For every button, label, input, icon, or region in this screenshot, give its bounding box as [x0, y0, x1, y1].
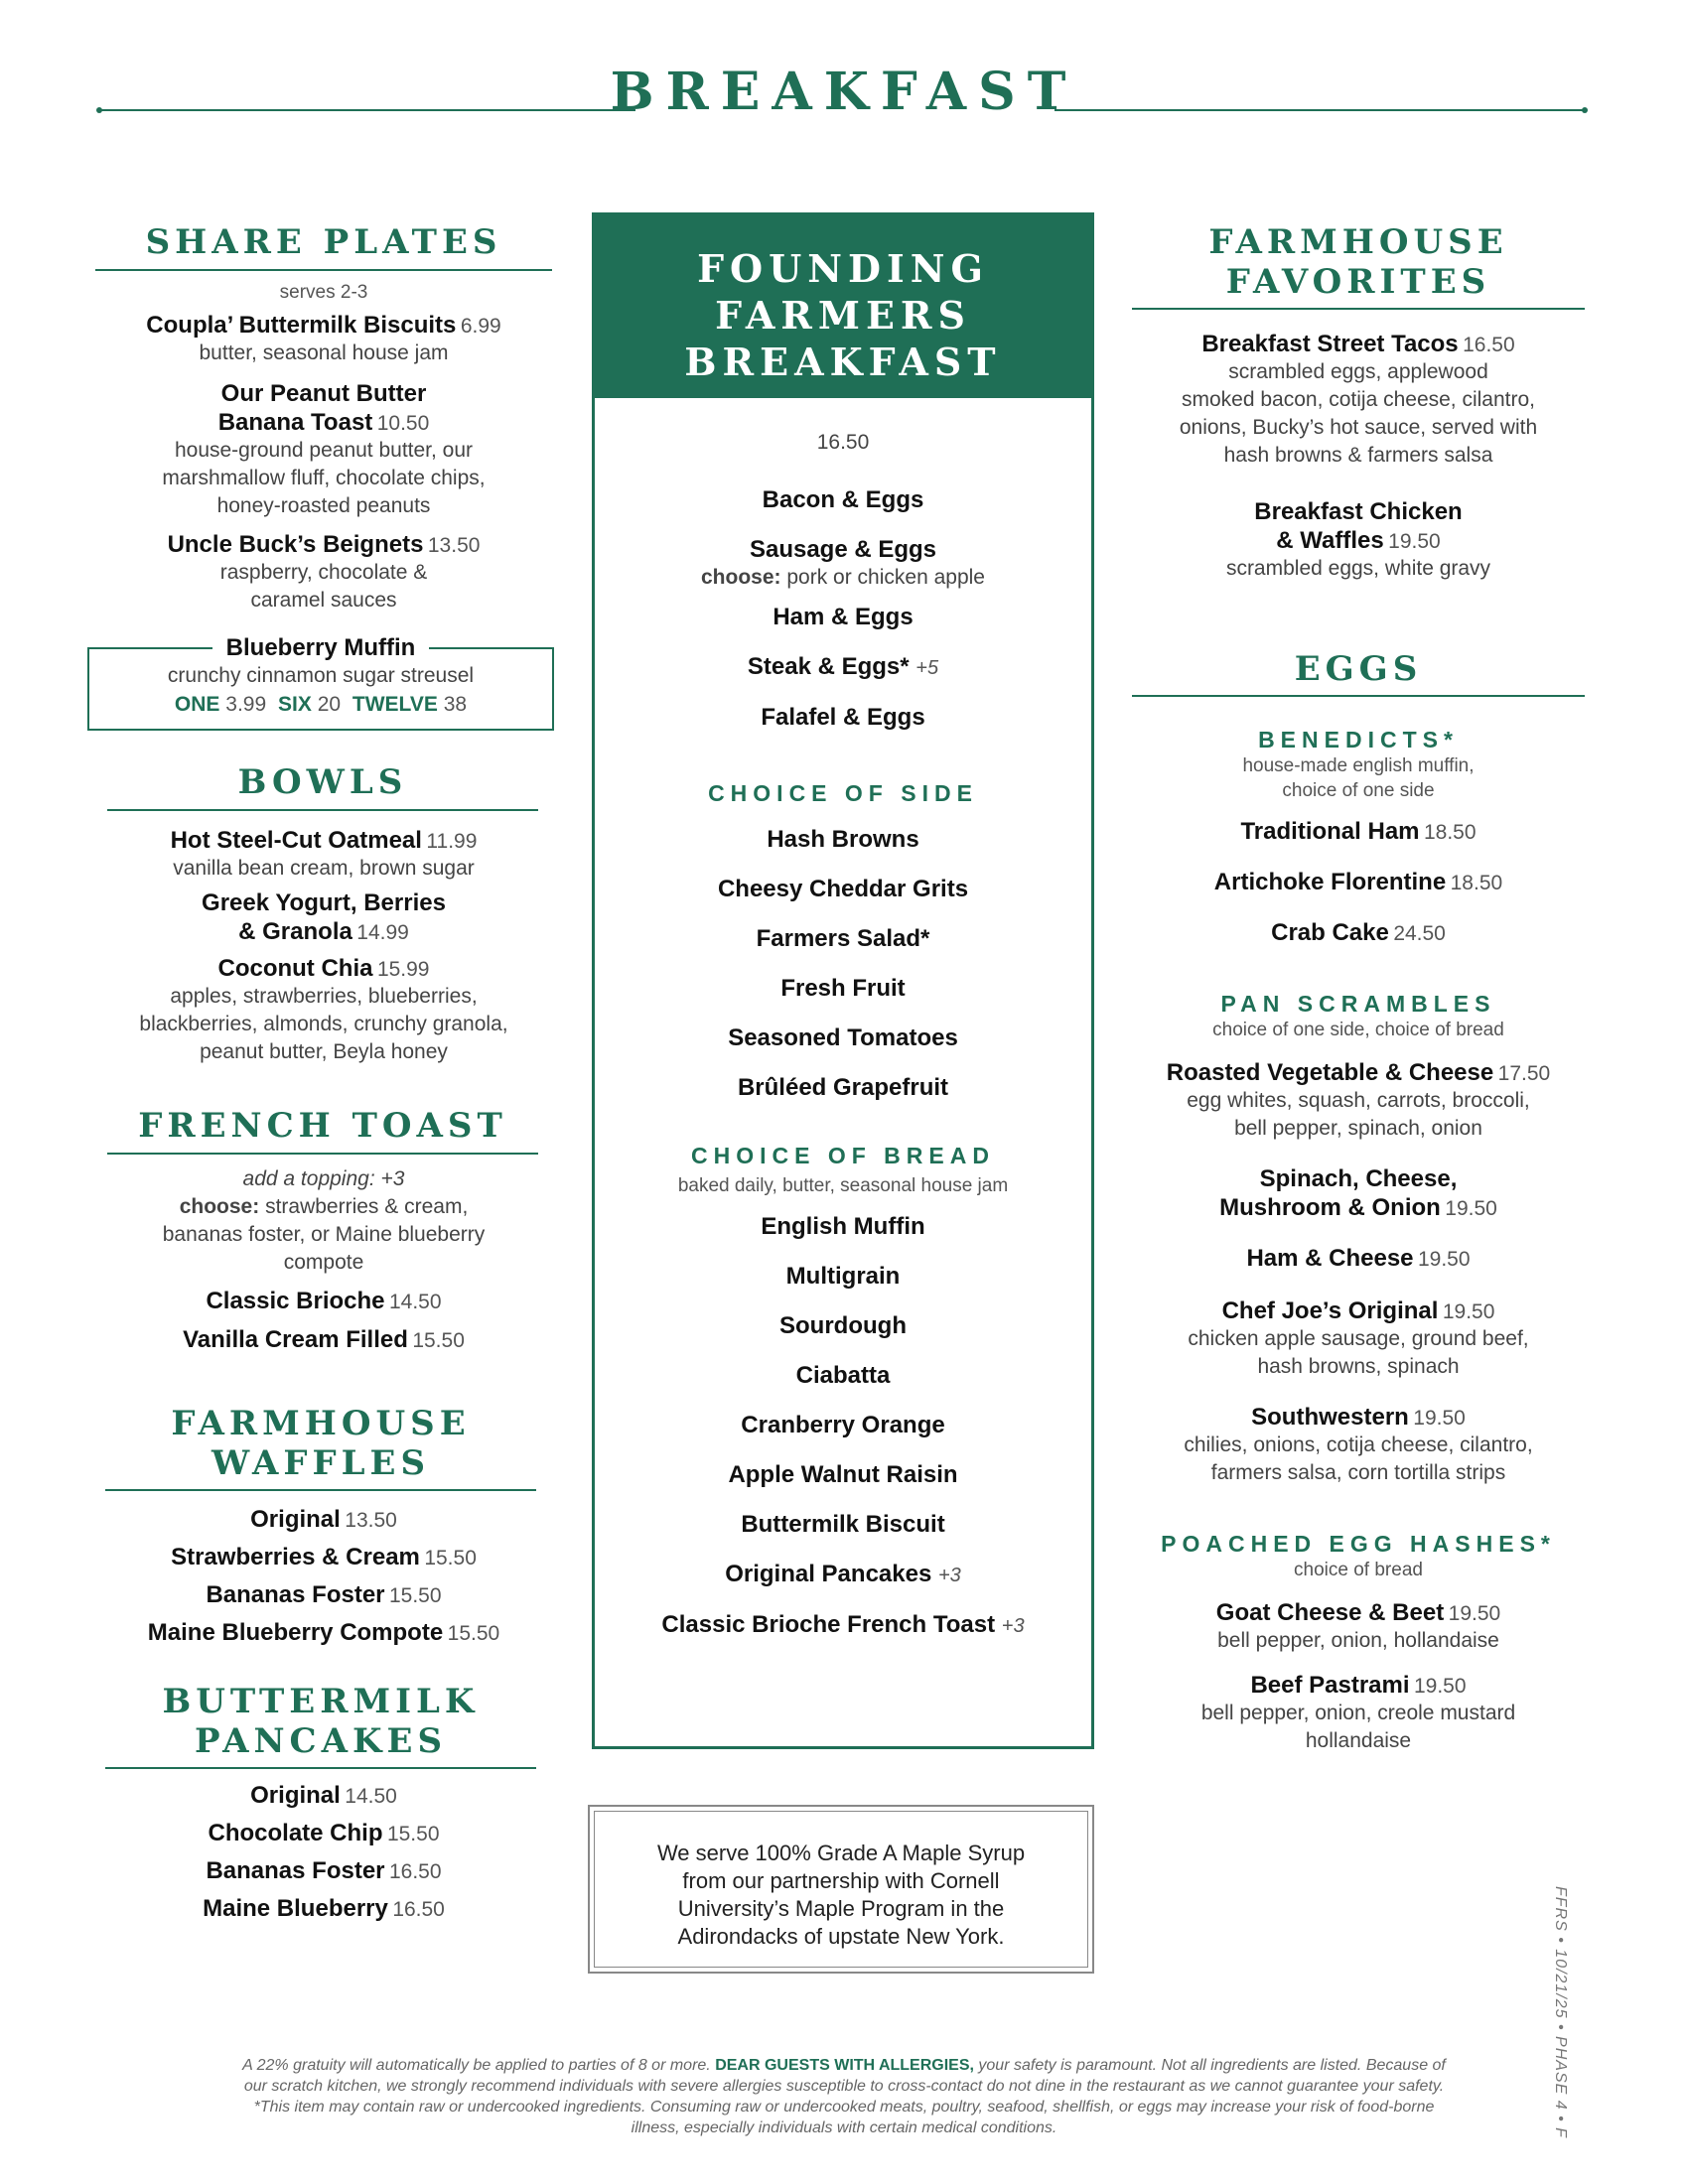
menu-item-name: Breakfast Street Tacos: [1201, 331, 1459, 357]
founding-farmers-breakfast-box: [592, 212, 1094, 1749]
main-item: Bacon & Eggs: [762, 486, 924, 513]
menu-item-name: Blueberry Muffin: [212, 634, 430, 661]
menu-item-name: Artichoke Florentine: [1213, 869, 1447, 895]
side-code: FFRS • 10/21/25 • PHASE 4 • F: [1552, 1886, 1569, 2138]
share-plates-section: [95, 222, 552, 262]
menu-item-name: & Granola: [238, 918, 352, 945]
menu-item-desc: egg whites, squash, carrots, broccoli,: [1187, 1089, 1530, 1112]
menu-item-price: 16.50: [392, 1898, 445, 1921]
menu-item-price: 13.50: [345, 1509, 397, 1532]
bread-note: baked daily, butter, seasonal house jam: [677, 1175, 1009, 1196]
menu-item-name: Mushroom & Onion: [1219, 1194, 1441, 1221]
menu-item-name: Bananas Foster: [206, 1581, 385, 1608]
menu-item-name: Original: [250, 1506, 341, 1533]
maple-syrup-box: [588, 1805, 1094, 1974]
menu-item-desc: smoked bacon, cotija cheese, cilantro,: [1181, 388, 1536, 411]
eggs-items: [1132, 727, 1585, 1755]
pan-scrambles-title: PAN SCRAMBLES: [1220, 991, 1496, 1017]
bowls-section: [107, 762, 538, 802]
maple-text: University’s Maple Program in the: [677, 1896, 1005, 1921]
benedicts-note: house-made english muffin,: [1242, 755, 1475, 776]
menu-item-price: 15.50: [412, 1329, 465, 1352]
menu-item-desc: hash browns, spinach: [1257, 1355, 1460, 1378]
share-plates-note: serves 2-3: [279, 282, 368, 303]
menu-item-desc: compote: [283, 1251, 364, 1274]
menu-item-price: 15.99: [376, 958, 430, 981]
menu-item-desc: chicken apple sausage, ground beef,: [1188, 1327, 1529, 1350]
footer-disclaimer: [109, 2055, 1579, 2138]
benedicts-title: BENEDICTS*: [1258, 727, 1459, 752]
french-toast-rule: [107, 1153, 538, 1155]
pancakes-title: PANCAKES: [194, 1721, 447, 1761]
menu-item-desc: bananas foster, or Maine blueberry: [162, 1223, 486, 1246]
menu-item-name: & Waffles: [1276, 527, 1384, 554]
menu-item-price: 19.50: [1413, 1675, 1467, 1698]
menu-item-name: Original: [250, 1782, 341, 1809]
menu-item-price: 19.50: [1445, 1197, 1497, 1220]
poached-egg-hashes-title: POACHED EGG HASHES*: [1161, 1531, 1556, 1557]
choose-label: choose:: [179, 1195, 260, 1218]
menu-item-desc: strawberries & cream,: [265, 1195, 469, 1218]
choice-of-bread-title: CHOICE OF BREAD: [691, 1143, 995, 1168]
muffin-one-price: 3.99: [225, 693, 267, 716]
french-toast-title: FRENCH TOAST: [138, 1106, 507, 1146]
muffin-six-price: 20: [317, 693, 342, 716]
waffles-rule: [105, 1489, 536, 1491]
menu-item-price: 14.99: [356, 921, 409, 944]
waffles-items: [95, 1503, 552, 1654]
menu-item-price: 11.99: [426, 830, 478, 853]
menu-item-desc: blackberries, almonds, crunchy granola,: [139, 1013, 508, 1035]
side-item: Farmers Salad*: [756, 925, 930, 952]
maple-text: Adirondacks of upstate New York.: [677, 1924, 1005, 1949]
bowls-items: [95, 826, 552, 1066]
main-item-extra: +5: [915, 657, 939, 679]
center-title: FOUNDING: [697, 246, 989, 291]
side-item: Hash Browns: [767, 826, 919, 853]
menu-item-price: 15.50: [386, 1823, 440, 1845]
menu-item-name: Southwestern: [1251, 1404, 1409, 1431]
share-plates-items: [95, 280, 552, 614]
french-toast-topping: add a topping: +3: [242, 1167, 405, 1190]
menu-item-price: 19.50: [1413, 1407, 1466, 1430]
pancakes-title: BUTTERMILK: [162, 1682, 480, 1721]
founding-farmers-header: [595, 215, 1091, 398]
french-toast-section: [107, 1106, 538, 1146]
footer-text: *This item may contain raw or undercooked ingredients. Consuming raw or undercooked meats, poultry, seafood, shellfish, or eggs may increase your risk of food-borne: [253, 2099, 1435, 2116]
main-item: Ham & Eggs: [773, 604, 914, 630]
maple-text: We serve 100% Grade A Maple Syrup: [656, 1841, 1026, 1865]
side-item: Fresh Fruit: [780, 975, 906, 1002]
center-price: 16.50: [816, 431, 870, 454]
menu-item-name: Breakfast Chicken: [1254, 498, 1463, 525]
menu-item-name: Bananas Foster: [206, 1857, 385, 1884]
bread-item-extra: +3: [1001, 1615, 1025, 1637]
menu-item-desc: bell pepper, onion, creole mustard: [1200, 1702, 1516, 1724]
choice-of-side-title: CHOICE OF SIDE: [708, 780, 978, 806]
menu-item-name: Classic Brioche: [206, 1288, 385, 1314]
footer-text: illness, especially individuals with certain medical conditions.: [631, 2119, 1057, 2136]
menu-item-desc: crunchy cinnamon sugar streusel: [167, 664, 475, 687]
menu-item-name: Traditional Ham: [1240, 818, 1420, 845]
menu-item-price: 15.50: [424, 1547, 477, 1570]
menu-item-desc: hash browns & farmers salsa: [1223, 444, 1493, 467]
footer-text: our scratch kitchen, we strongly recommend individuals with severe allergies susceptible to cross-contact do not dine in the restaurant as we cannot guarantee your safety.: [243, 2078, 1445, 2095]
side-item: Brûléed Grapefruit: [737, 1074, 949, 1101]
menu-item-price: 16.50: [1463, 334, 1515, 356]
page-title: BREAKFAST: [610, 62, 1078, 122]
muffin-twelve-label: TWELVE: [352, 693, 438, 716]
menu-item-name: Ham & Cheese: [1246, 1245, 1414, 1272]
menu-item-price: 10.50: [376, 412, 430, 435]
menu-item-desc: raspberry, chocolate &: [219, 561, 428, 584]
menu-item-price: 15.50: [388, 1584, 442, 1607]
side-item: Seasoned Tomatoes: [728, 1024, 958, 1051]
footer-text: A 22% gratuity will automatically be applied to parties of 8 or more.: [242, 2057, 711, 2074]
menu-item-desc: chilies, onions, cotija cheese, cilantro,: [1184, 1433, 1533, 1456]
menu-item-price: 15.50: [447, 1622, 500, 1645]
french-toast-items: [95, 1165, 552, 1354]
bread-item: Sourdough: [779, 1312, 907, 1339]
menu-item-desc: caramel sauces: [250, 589, 397, 612]
menu-item-desc: marshmallow fluff, chocolate chips,: [162, 467, 486, 489]
menu-item-price: 6.99: [460, 315, 501, 338]
menu-item-name: Goat Cheese & Beet: [1215, 1599, 1445, 1626]
bowls-title: BOWLS: [237, 762, 408, 802]
menu-item-price: 17.50: [1497, 1062, 1551, 1085]
menu-item-name: Banana Toast: [217, 409, 373, 436]
menu-item-name: Coupla’ Buttermilk Biscuits: [146, 312, 457, 339]
favorites-rule: [1132, 308, 1585, 310]
menu-item-desc: pork or chicken apple: [786, 566, 985, 589]
menu-item-price: 19.50: [1448, 1602, 1501, 1625]
menu-item-price: 14.50: [388, 1291, 442, 1313]
eggs-section: [1132, 649, 1585, 689]
footer-allergies-label: DEAR GUESTS WITH ALLERGIES,: [715, 2057, 974, 2074]
menu-item-name: Hot Steel-Cut Oatmeal: [170, 827, 422, 854]
bread-item: English Muffin: [761, 1213, 925, 1240]
menu-item-price: 24.50: [1393, 922, 1446, 945]
menu-item-name: Our Peanut Butter: [220, 380, 427, 407]
menu-item-price: 19.50: [1442, 1300, 1495, 1323]
side-item: Cheesy Cheddar Grits: [717, 876, 969, 902]
eggs-title: EGGS: [1294, 649, 1423, 689]
muffin-one-label: ONE: [174, 693, 220, 716]
menu-item-desc: bell pepper, spinach, onion: [1234, 1117, 1482, 1140]
menu-item-name: Chef Joe’s Original: [1221, 1297, 1439, 1324]
menu-item-name: Chocolate Chip: [208, 1820, 383, 1846]
choose-label: choose:: [701, 566, 781, 589]
menu-item-desc: vanilla bean cream, brown sugar: [173, 857, 475, 880]
menu-item-desc: butter, seasonal house jam: [199, 341, 449, 364]
favorites-items: [1132, 330, 1585, 583]
main-item: Steak & Eggs*: [747, 653, 910, 680]
bread-item: Original Pancakes: [725, 1561, 932, 1587]
blueberry-muffin: [87, 633, 554, 720]
share-plates-title: SHARE PLATES: [145, 222, 502, 262]
menu-item-price: 13.50: [427, 534, 481, 557]
menu-item-desc: scrambled eggs, white gravy: [1225, 557, 1491, 580]
favorites-title: FAVORITES: [1225, 262, 1491, 302]
menu-item-price: 18.50: [1423, 821, 1477, 844]
waffles-title: WAFFLES: [211, 1443, 431, 1483]
bread-item: Apple Walnut Raisin: [728, 1461, 958, 1488]
menu-item-desc: apples, strawberries, blueberries,: [170, 985, 478, 1008]
benedicts-note: choice of one side: [1282, 780, 1435, 801]
menu-item-name: Maine Blueberry: [203, 1895, 388, 1922]
eggs-rule: [1132, 695, 1585, 697]
bread-item-extra: +3: [937, 1565, 961, 1586]
pancakes-section: [105, 1682, 536, 1761]
bowls-rule: [107, 809, 538, 811]
menu-item-name: Beef Pastrami: [1250, 1672, 1410, 1699]
menu-item-name: Roasted Vegetable & Cheese: [1166, 1059, 1494, 1086]
center-title: FARMERS: [715, 293, 971, 338]
menu-item-price: 19.50: [1388, 530, 1441, 553]
footer-text: your safety is paramount. Not all ingredients are listed. Because of: [978, 2057, 1446, 2074]
muffin-six-label: SIX: [278, 693, 312, 716]
favorites-title: FARMHOUSE: [1208, 222, 1508, 262]
center-title: BREAKFAST: [684, 340, 1002, 384]
menu-item-name: Spinach, Cheese,: [1259, 1165, 1458, 1192]
menu-item-name: Vanilla Cream Filled: [183, 1326, 408, 1353]
menu-item-name: Crab Cake: [1271, 919, 1389, 946]
menu-item-name: Maine Blueberry Compote: [147, 1619, 444, 1646]
menu-item-desc: peanut butter, Beyla honey: [200, 1040, 448, 1063]
menu-item-name: Uncle Buck’s Beignets: [167, 531, 424, 558]
bread-item: Ciabatta: [795, 1362, 891, 1389]
menu-item-name: Strawberries & Cream: [171, 1544, 420, 1570]
favorites-section: [1132, 222, 1585, 302]
menu-item-price: 16.50: [388, 1860, 442, 1883]
menu-item-price: 18.50: [1450, 872, 1503, 894]
menu-item-name: Greek Yogurt, Berries: [202, 889, 446, 916]
main-item: Falafel & Eggs: [761, 704, 925, 731]
menu-item-desc: farmers salsa, corn tortilla strips: [1210, 1461, 1506, 1484]
hashes-note: choice of bread: [1294, 1560, 1423, 1580]
share-plates-rule: [95, 269, 552, 271]
bread-item: Multigrain: [785, 1263, 901, 1290]
menu-item-desc: onions, Bucky’s hot sauce, served with: [1179, 416, 1538, 439]
menu-item-name: Coconut Chia: [217, 955, 373, 982]
pancakes-rule: [105, 1767, 536, 1769]
menu-item-desc: house-ground peanut butter, our: [174, 439, 474, 462]
main-item: Sausage & Eggs: [749, 536, 937, 563]
menu-item-desc: honey-roasted peanuts: [216, 494, 431, 517]
menu-item-price: 19.50: [1417, 1248, 1471, 1271]
pancakes-items: [95, 1779, 552, 1930]
bread-item: Classic Brioche French Toast: [661, 1611, 996, 1638]
bread-item: Cranberry Orange: [741, 1412, 945, 1438]
muffin-twelve-price: 38: [443, 693, 468, 716]
bread-item: Buttermilk Biscuit: [741, 1511, 945, 1538]
menu-item-desc: bell pepper, onion, hollandaise: [1217, 1629, 1499, 1652]
menu-item-price: 14.50: [345, 1785, 397, 1808]
menu-item-desc: hollandaise: [1305, 1729, 1412, 1752]
waffles-section: [105, 1404, 536, 1483]
pan-scrambles-note: choice of one side, choice of bread: [1212, 1020, 1504, 1040]
maple-text: from our partnership with Cornell: [682, 1868, 1000, 1893]
waffles-title: FARMHOUSE: [171, 1404, 471, 1443]
menu-item-desc: scrambled eggs, applewood: [1228, 360, 1488, 383]
